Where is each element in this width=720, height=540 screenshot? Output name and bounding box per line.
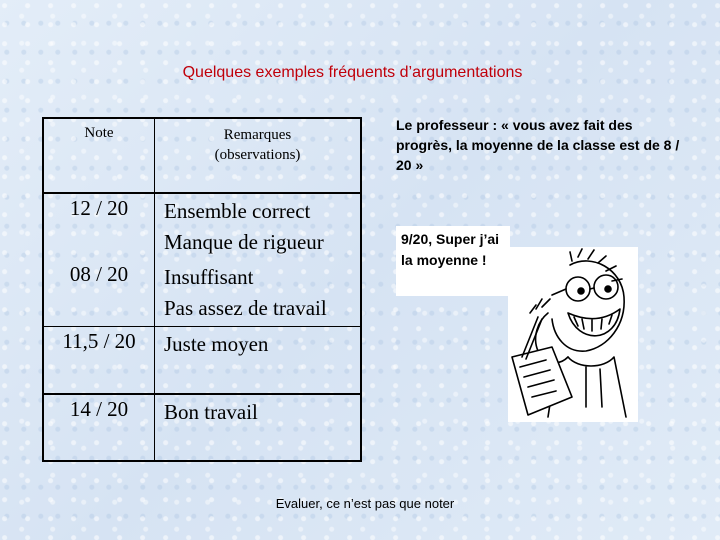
- student-cartoon-icon: [508, 247, 638, 422]
- remark-line: Bon travail: [164, 400, 258, 424]
- remark-line: Pas assez de travail: [164, 296, 327, 320]
- remark-cell: [155, 327, 362, 395]
- table-row: [43, 193, 361, 260]
- remark-line: Manque de rigueur: [164, 230, 324, 254]
- remark-line: Insuffisant: [164, 265, 254, 289]
- grade-cell: 12 / 20: [43, 193, 155, 260]
- remark-line: Ensemble correct: [164, 199, 311, 223]
- header-remarks-line1: Remarques: [223, 127, 292, 143]
- remark-cell: [155, 193, 362, 260]
- grade-cell: 08 / 20: [43, 260, 155, 327]
- slide-title: Quelques exemples fréquents d’argumentations: [182, 64, 523, 81]
- remark-line: Juste moyen: [164, 332, 269, 356]
- happy-student-illustration: [508, 247, 638, 422]
- grade-cell: 11,5 / 20: [43, 327, 155, 395]
- grade-cell: 14 / 20: [43, 394, 155, 461]
- header-note: Note: [43, 118, 155, 193]
- table-row: [43, 327, 361, 395]
- professor-quote: Le professeur : « vous avez fait des progrès, la moyenne de la classe est de 8 / 20 »: [396, 117, 680, 173]
- grades-table: [42, 117, 362, 462]
- speech-bubble: 9/20, Super j’ai la moyenne !: [396, 226, 510, 296]
- remark-cell: [155, 394, 362, 461]
- table-row: [43, 394, 361, 461]
- remark-cell: [155, 260, 362, 327]
- table-row: [43, 260, 361, 327]
- footer-text: Evaluer, ce n’est pas que noter: [275, 496, 455, 511]
- header-remarks: [155, 118, 362, 193]
- header-remarks-line2: (observations): [214, 147, 301, 163]
